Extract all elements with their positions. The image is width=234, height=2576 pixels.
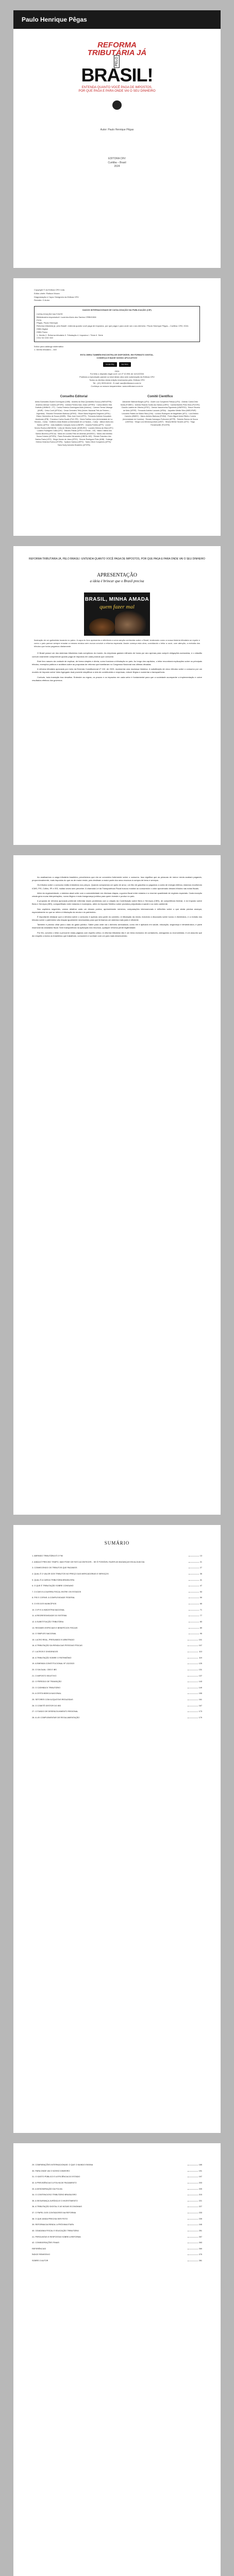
toc-item-page: 77 bbox=[199, 1615, 202, 1617]
toc-item[interactable] bbox=[32, 1627, 202, 1630]
toc-item-title: 3. CONHECENDO OS TRIBUTOS QUE PAGAMOS bbox=[32, 1567, 77, 1569]
toc-leader-dots bbox=[189, 1585, 199, 1586]
catalog-line: Pêgas, Paulo Henrique. bbox=[37, 321, 59, 325]
toc-item-title: 22. O PERÍODO DE TRANSIÇÃO bbox=[32, 1681, 62, 1683]
rights-line: Conheça os nossos lançamentos: www.editoracrv.com.br bbox=[91, 384, 143, 387]
toc-item[interactable] bbox=[32, 1675, 202, 1677]
toc-item-title: 9. O ISS DOS MUNICÍPIOS bbox=[32, 1603, 57, 1605]
toc-leader-dots bbox=[189, 1597, 199, 1598]
toc-leader-dots bbox=[188, 2218, 198, 2219]
credit-line: Revisão: O Autor bbox=[34, 299, 50, 302]
toc-item-page: 35 bbox=[199, 1572, 202, 1575]
toc-leader-dots bbox=[189, 1573, 199, 1574]
rights-line: Tel.: (41) 3039-6418 - E-mail: sac@editoracrv.com.br bbox=[93, 381, 141, 384]
intro-body bbox=[13, 652, 221, 682]
toc-item-title: 37. O PAPEL DOS CONTADORES NA REFORMA bbox=[32, 2212, 76, 2214]
toc-leader-dots bbox=[188, 2194, 198, 2195]
toc-item[interactable] bbox=[32, 1561, 202, 1564]
toc-item-title: 36. A TRIBUTAÇÃO DIGITAL E AS NOVAS ECONOMIAS bbox=[32, 2206, 82, 2208]
toc-item-title: 29. COMPARAÇÕES INTERNACIONAIS: O QUE O MUNDO ENSINA bbox=[32, 2164, 93, 2166]
toc-item[interactable] bbox=[32, 2182, 202, 2184]
toc-item[interactable] bbox=[32, 1699, 202, 1701]
toc-item-page: 59 bbox=[199, 1597, 202, 1599]
paragraph: A reforma tributária aprovada por meio da Emenda Constitucional nº 132, de 2023, representa uma mudança histórica. A substituição de cinco tributos sobre o consumo por um modelo de Imposto sobre Valor Agregado dual promete simplificar a vida de contribuintes e empresas, reduzir litígios e aumentar a transparência. bbox=[32, 668, 202, 674]
toc-item[interactable] bbox=[32, 1681, 202, 1683]
app-store-badges bbox=[34, 362, 200, 366]
toc-item-title: 1. ABRINDO TRIBUTÁRIA É O FIM bbox=[32, 1555, 63, 1557]
toc-item[interactable] bbox=[32, 2170, 202, 2173]
toc-item-page: 245 bbox=[198, 2224, 202, 2226]
cover-title-pelo: PELO bbox=[114, 55, 120, 68]
notice-line: Índice para catálogo sistemático bbox=[34, 345, 64, 348]
toc-item-page: 137 bbox=[198, 1674, 202, 1677]
catalog-line: Bibliotecária responsável: Luzenira Alves dos Santos CRB9/1506 bbox=[37, 315, 96, 318]
toc-item[interactable] bbox=[32, 1615, 202, 1617]
notice-line: ESTA OBRA TAMBÉM ENCONTRA-SE DISPONÍVEL EM FORMATO DIGITAL. bbox=[80, 353, 154, 356]
toc-leader-dots bbox=[189, 1555, 199, 1556]
toc-item-title: 40. CIDADANIA FISCAL E EDUCAÇÃO TRIBUTÁRIA bbox=[32, 2229, 79, 2232]
rights-line: Todos os direitos desta edição reservados pela: Editora CRV bbox=[89, 379, 145, 382]
toc-item[interactable] bbox=[32, 2212, 202, 2214]
toc-item-title: 11. A REGRESSIVIDADE DO SISTEMA bbox=[32, 1615, 67, 1617]
toc-item-page: 149 bbox=[198, 1686, 202, 1689]
photo-caption: Ilustração de um guitarrista tocando no palco. A capa do livro apresenta a referência a uma canção conhecida sobre o Brasil, lembrando como a nossa história tributária se repete e como o país parece sempre ensaiar a mesma música sem nunca concluir a reforma esperada. Assim começa esta obra, convidando o leitor a ouvir, com atenção, a melodia dos tributos que todos pagamos diariamente. bbox=[34, 639, 200, 648]
council-editorial-members: Aldira Guimarães Duarte Domínguez (UNB) · Andréia da Silva Quintanilha Sousa (UNIR/UFRN) · Anselmo Alencar Colares (UFOPA) · Antônio Pereira Gaio Júnior (UFRRJ) · Carlos Alberto Vilar Estêvão (UMINHO – PT) · Carlos Federico Dominguez Avila (Unieuro) · Carmen Tereza Velanga (UNIR) · Celso Conti (UFSCar) · Cesar Gerónimo Tello (Univer. Nacional Três de Febrero – Argentina) · Eduardo Fernandes Barbosa (UFMG) · Elione Maria Nogueira Diogenes (UFAL) · Elizeu Clementino de Souza (UNEB) · Élsio José Corá (UFFS) · Fernando Antônio Gonçalves Alcoforado (IPB) · Francisco Carlos Duarte (PUC-PR) · Gloria Fariñas León (Universidade de La Havana – Cuba) · Guillermo Arias Beatón (Universidade de La Havana – Cuba) · Jailson Alves dos Santos (UFRJ) · João Adalberto Campato Junior (UNESP) · Josania Portela (UFPI) · Leonel Severo Rocha (UNISINOS) · Lídia de Oliveira Xavier (UNIEURO) · Lourdes Helena da Silva (UFV) · Luciano Rodrigues Costa (UFV) · Marcelo Paixão (UFRJ e UTexas – US) · Maria Cristina dos Santos Bezerra (UFSCar) · Maria de Lourdes Pinto de Almeida (UNOESC) · Maria Lília Imbiriba Sousa Colares (UFOPA) · Paulo Romualdo Hernandes (UNIFAL-MG) · Renato Francisco dos Santos Paula (UFG) · Sérgio Nunes de Jesus (IFRO) · Simone Rodrigues Pinto (UNB) · Solange Helena Ximenes-Rocha (UFOPA) · Sydione Santos (UEPG) · Tadeu Oliver Gonçalves (UFPA) · Tania Suely Azevedo Brasileiro (UFOPA) bbox=[34, 401, 113, 447]
toc-item-title: 18. A TRIBUTAÇÃO SOBRE O PATRIMÔNIO bbox=[32, 1656, 72, 1659]
toc-leader-dots bbox=[188, 1692, 198, 1694]
paragraph: Este livro nasceu da vontade de explicar, de forma simples e direta, como funciona a tributação no país. Ao longo dos capítulos, o leitor encontrará explicações sobre os principais tributos, exemplos práticos e análises sobre as propostas de reforma que tramitaram no Congresso Nacional nas últimas décadas. bbox=[32, 659, 202, 666]
toc-item-title: 19. A EMENDA CONSTITUCIONAL Nº 132/2023 bbox=[32, 1663, 75, 1665]
toc-leader-dots bbox=[188, 2182, 198, 2183]
toc-item-title: SOBRE O AUTOR bbox=[32, 2260, 48, 2262]
toc-leader-dots bbox=[188, 2248, 198, 2249]
toc-item-page: 239 bbox=[198, 2217, 202, 2220]
catalog-line: Reforma tributária já, pelo Brasil!: entenda quanto você paga de impostos, por que paga e para onde vai o seu dinheiro / Paulo Henrique Pêgas – Curitiba: CRV, 2024. bbox=[37, 325, 189, 328]
toc-item-page: 113 bbox=[198, 1651, 202, 1653]
toc-item-title: 41. PERGUNTAS E RESPOSTAS SOBRE A REFORMA bbox=[32, 2235, 81, 2238]
photo-headline: BRASIL, MINHA AMADA bbox=[85, 597, 149, 602]
toc-leader-dots bbox=[188, 2224, 198, 2225]
toc-item-page: 53 bbox=[199, 1590, 202, 1593]
catalog-line: CDU 34 CDD 340 bbox=[37, 336, 53, 340]
toc-item-title: 12. A SUBSTITUIÇÃO TRIBUTÁRIA bbox=[32, 1620, 64, 1623]
toc-item-page: 107 bbox=[198, 1645, 202, 1647]
toc-leader-dots bbox=[188, 2200, 198, 2201]
toc-item-title: 23. O CASHBACK TRIBUTÁRIO bbox=[32, 1686, 61, 1689]
toc-list bbox=[13, 1546, 221, 1719]
toc-item-title: 33. A DESONERAÇÃO DA FOLHA bbox=[32, 2188, 62, 2190]
toc-leader-dots bbox=[188, 1669, 198, 1670]
toc-leader-dots bbox=[188, 2236, 198, 2238]
toc-item-title: 8. PIS E COFINS: A COMPLEXIDADE FEDERAL bbox=[32, 1597, 75, 1599]
toc-item-title: 38. O QUE AINDA PRECISA SER FEITO bbox=[32, 2217, 68, 2220]
toc-item-page: 281 bbox=[198, 2260, 202, 2262]
credits-block bbox=[13, 278, 221, 447]
toc-item-title: 17. LUCROS E DIVIDENDOS bbox=[32, 1651, 58, 1653]
toc-item-page: 257 bbox=[198, 2235, 202, 2238]
book-title-repeat: REFORMA TRIBUTÁRIA JÁ, PELO BRASIL!: ENTENDA QUANTO VOCÊ PAGA DE IMPOSTOS, POR QUE PAGA E PARA ONDE VAI O SEU DINHEIRO bbox=[29, 557, 205, 561]
toc-item[interactable] bbox=[32, 1669, 202, 1671]
presentation-page bbox=[13, 546, 221, 845]
toc-item[interactable] bbox=[32, 2253, 202, 2256]
toc-item-page: 21 bbox=[199, 1561, 202, 1563]
toc-item-page: 65 bbox=[199, 1603, 202, 1605]
toc-item-page: 269 bbox=[198, 2247, 202, 2250]
toc-item[interactable] bbox=[32, 1663, 202, 1665]
rights-line: 2024 bbox=[114, 369, 120, 372]
toc-item-page: 167 bbox=[198, 1704, 202, 1707]
toc-item-title: 30. PARA ONDE VAI O NOSSO DINHEIRO bbox=[32, 2170, 70, 2172]
toc-leader-dots bbox=[188, 1710, 198, 1712]
toc-item-title: 42. CONSIDERAÇÕES FINAIS bbox=[32, 2242, 59, 2244]
hand-icon bbox=[115, 611, 146, 634]
toc-list bbox=[13, 2143, 221, 2262]
cover-title-block bbox=[78, 41, 156, 110]
toc-leader-dots bbox=[188, 2230, 198, 2231]
toc-leader-dots bbox=[188, 2260, 198, 2261]
toc-item[interactable] bbox=[32, 1651, 202, 1653]
toc-leader-dots bbox=[189, 1621, 199, 1622]
toc-item-page: 209 bbox=[198, 2188, 202, 2190]
cover-subtitle: ENTENDA QUANTO VOCÊ PAGA DE IMPOSTOS, POR QUE PAGA E PARA ONDE VAI O SEU DINHEIRO bbox=[78, 86, 156, 93]
catalog-line: P376 bbox=[37, 318, 42, 321]
toc-leader-dots bbox=[188, 2253, 198, 2255]
toc-item[interactable] bbox=[32, 2206, 202, 2208]
toc-item-page: 131 bbox=[198, 1668, 202, 1671]
credits-page bbox=[13, 278, 221, 536]
toc-item-title: 2. AINDA É PRECISO TEMPO, MAS PODE DE FATO ACONTECER... SE É POSSÍVEL FAZER AS MUDANÇAS EM ALGUM DIA bbox=[32, 1561, 145, 1563]
toc-item[interactable] bbox=[32, 1705, 202, 1707]
toc-item[interactable] bbox=[32, 1591, 202, 1594]
cover-author-header: Paulo Henrique Pêgas bbox=[13, 10, 221, 29]
toc-item-title: 35. A SEGURANÇA JURÍDICA E O INVESTIMENTO bbox=[32, 2199, 78, 2202]
toc-item-page: 13 bbox=[199, 1555, 202, 1557]
toc-leader-dots bbox=[189, 1627, 199, 1629]
toc-leader-dots bbox=[188, 1699, 198, 1700]
toc-item-title: 6. O QUE É TRIBUTAÇÃO SOBRE CONSUMO bbox=[32, 1585, 74, 1587]
toc-leader-dots bbox=[189, 1567, 199, 1568]
cover-author-line: Autor: Paulo Henrique Pêgas bbox=[100, 128, 134, 132]
toc-item-page: 27 bbox=[199, 1567, 202, 1569]
toc-leader-dots bbox=[188, 1645, 198, 1646]
toc-item-title: 16. A TRIBUTAÇÃO DA RENDA DAS PESSOAS FÍSICAS bbox=[32, 1645, 82, 1647]
body-text bbox=[13, 855, 221, 938]
paragraph: O Brasil possui um dos sistemas tributários mais complexos do mundo. As empresas gastam milhares de horas por ano apenas para cumprir obrigações acessórias, e o cidadão comum raramente compreende quanto paga de impostos em cada produto que consome. bbox=[32, 652, 202, 658]
catalog-line: 1. Direito 2. Reforma tributária 3. Tributação 4. Impostos I. Título II. Série bbox=[37, 333, 103, 336]
toc-page-continued bbox=[13, 2143, 221, 2576]
toc-leader-dots bbox=[188, 1657, 198, 1658]
toc-leader-dots bbox=[188, 2188, 198, 2190]
toc-item-title: 5. QUAL É A CARGA TRIBUTÁRIA BRASILEIRA bbox=[32, 1579, 75, 1581]
guitar-photo bbox=[84, 592, 150, 636]
guitar-icon bbox=[89, 618, 115, 636]
section-title: APRESENTAÇÃO bbox=[96, 572, 138, 578]
toc-item-title: 39. REFORMA DA RENDA: A PRÓXIMA ETAPA bbox=[32, 2224, 74, 2226]
toc-item[interactable] bbox=[32, 1585, 202, 1587]
toc-item[interactable] bbox=[32, 1657, 202, 1659]
toc-item-page: 83 bbox=[199, 1620, 202, 1623]
rights-block bbox=[34, 370, 200, 388]
toc-item[interactable] bbox=[32, 2260, 202, 2262]
catalog-card bbox=[34, 306, 200, 342]
toc-item[interactable] bbox=[32, 1710, 202, 1713]
toc-leader-dots bbox=[188, 1717, 198, 1718]
google-play-badge[interactable]: Google Play bbox=[103, 362, 116, 366]
toc-item-page: 251 bbox=[198, 2229, 202, 2232]
toc-item-page: 173 bbox=[198, 1710, 202, 1713]
toc-item-title: 13. REGIMES ESPECIAIS E BENEFÍCIOS FISCAIS bbox=[32, 1626, 78, 1629]
notice-line: CONHEÇA E BAIXE NOSSO APLICATIVO! bbox=[96, 356, 138, 359]
toc-item-page: 203 bbox=[198, 2181, 202, 2184]
toc-item-page: 155 bbox=[198, 1692, 202, 1695]
toc-item[interactable] bbox=[32, 1579, 202, 1582]
toc-item-title: 28. A LEI COMPLEMENTAR DE REGULAMENTAÇÃO bbox=[32, 1716, 80, 1719]
toc-item-page: 143 bbox=[198, 1681, 202, 1683]
council-scientific-title: Comitê Científico bbox=[147, 395, 173, 399]
toc-item-page: 197 bbox=[198, 2176, 202, 2178]
toc-item[interactable] bbox=[32, 1639, 202, 1641]
toc-item-title: 31. O GASTO PÚBLICO E A EFICIÊNCIA DO ESTADO bbox=[32, 2176, 80, 2178]
toc-item[interactable] bbox=[32, 1567, 202, 1569]
toc-title: SUMÁRIO bbox=[104, 1540, 130, 1546]
toc-item-title: 15. LUCRO REAL, PRESUMIDO E ARBITRADO bbox=[32, 1638, 75, 1641]
toc-item-page: 71 bbox=[199, 1608, 202, 1611]
toc-leader-dots bbox=[188, 1681, 198, 1682]
toc-item-page: 185 bbox=[198, 2164, 202, 2166]
section-subtitle: a ideia é brincar que o Brasil precisa bbox=[90, 579, 144, 583]
body-page bbox=[13, 855, 221, 1515]
toc-leader-dots bbox=[189, 1633, 199, 1634]
toc-item-title: 25. SETORES COM ALÍQUOTAS REDUZIDAS bbox=[32, 1699, 73, 1701]
toc-leader-dots bbox=[189, 1603, 199, 1604]
toc-leader-dots bbox=[188, 2206, 198, 2207]
toc-leader-dots bbox=[188, 1651, 198, 1652]
toc-item-title: 10. O IPI E A INDÚSTRIA NACIONAL bbox=[32, 1608, 65, 1611]
app-store-badge[interactable]: App Store bbox=[119, 362, 131, 366]
credit-line: Copyright © da Editora CRV Ltda. bbox=[34, 289, 65, 291]
toc-item[interactable] bbox=[32, 2224, 202, 2226]
toc-item-page: 125 bbox=[198, 1663, 202, 1665]
cover-title-top: REFORMA TRIBUTÁRIA JÁ bbox=[87, 41, 147, 57]
paragraph: Contudo, toda transição traz desafios. Entender as regras, os prazos e os impactos em cada setor é fundamental para que a sociedade acompanhe a implementação e cobre resultados efetivos dos governos. bbox=[32, 675, 202, 682]
toc-item-title: ÍNDICE REMISSIVO bbox=[32, 2253, 51, 2256]
toc-page bbox=[13, 1525, 221, 2133]
toc-leader-dots bbox=[188, 2170, 198, 2172]
toc-item-page: 119 bbox=[198, 1656, 202, 1659]
toc-leader-dots bbox=[188, 2212, 198, 2213]
rights-line: Proibida a reprodução parcial ou total desta obra sem autorização da Editora CRV bbox=[79, 376, 155, 379]
toc-item[interactable] bbox=[32, 2230, 202, 2232]
toc-item-page: 227 bbox=[198, 2206, 202, 2208]
paragraph: A proposta de reforma aprovada pretende enfrentar esses problemas com a criação da Contribuição sobre Bens e Serviços (CBS), de competência federal, e do Imposto sobre Bens e Serviços (IBS), compartilhado entre estados e municípios, além do Imposto Seletivo sobre produtos prejudiciais à saúde e ao meio ambiente. bbox=[32, 900, 202, 906]
paragraph: Nos capítulos seguintes, vamos detalhar cada um desses pontos, apresentando números, comparações internacionais e reflexões sobre o que ainda precisa avançar, especialmente no que se refere à tributação da renda e do patrimônio. bbox=[32, 907, 202, 913]
toc-item[interactable] bbox=[32, 2194, 202, 2196]
toc-leader-dots bbox=[189, 1591, 199, 1592]
toc-item[interactable] bbox=[32, 2242, 202, 2244]
toc-item[interactable] bbox=[32, 1633, 202, 1635]
toc-item-page: 41 bbox=[199, 1579, 202, 1581]
editor-line: 2024 bbox=[114, 165, 120, 168]
toc-item-title: 7. O ICMS E A GUERRA FISCAL ENTRE OS ESTADOS bbox=[32, 1590, 81, 1593]
toc-leader-dots bbox=[189, 1615, 199, 1616]
toc-item-title: 20. O IVA DUAL: CBS E IBS bbox=[32, 1668, 57, 1671]
toc-leader-dots bbox=[189, 1609, 199, 1611]
toc-item-title: 4. QUAL É O VALOR DOS TRIBUTOS NO PREÇO DAS MERCADORIAS E SERVIÇOS bbox=[32, 1572, 109, 1575]
editor-line: Curitiba – Brasil bbox=[108, 161, 126, 164]
toc-item[interactable] bbox=[32, 2236, 202, 2239]
council-editorial bbox=[34, 395, 114, 447]
cover-page bbox=[13, 10, 221, 268]
credit-line: Editor-chefe: Railson Moura bbox=[34, 292, 60, 295]
editor-line: EDITORA CRV bbox=[108, 157, 126, 161]
toc-item-title: 26. O COMITÊ GESTOR DO IBS bbox=[32, 1704, 61, 1707]
paragraph: Por fim, convido o leitor a percorrer estas páginas com espírito crítico. A reforma tributária não é um tema exclusivo de contadores, advogados ou economistas; é um assunto que diz respeito a todos os brasileiros que trabalham, consomem e sonham com um país mais desenvolvido. bbox=[32, 931, 202, 937]
toc-item-page: 191 bbox=[198, 2170, 202, 2172]
toc-item-title: 27. O FUNDO DE DESENVOLVIMENTO REGIONAL bbox=[32, 1710, 78, 1713]
credit-line: Diagramação e Capa: Designers da Editora CRV bbox=[34, 295, 79, 298]
photo-tagline: quem fazer mal bbox=[99, 604, 135, 610]
cover-title-brasil: BRASIL! bbox=[81, 64, 153, 86]
toc-item[interactable] bbox=[32, 1597, 202, 1599]
paragraph: Também é preciso olhar para o lado do gasto público. Saber para onde vai o dinheiro arrecadado, como ele é aplicado em saúde, educação, segurança e infraestrutura, é parte essencial da cidadania fiscal. Sem transparência na aplicação dos recursos, qualquer reforma perde legitimidade. bbox=[32, 923, 202, 929]
paragraph: Além da regressividade, o sistema atual sofre com a cumulatividade em diversas etapas, a guerra fiscal entre estados e a enorme quantidade de regimes especiais. Cada exceção criada gera novas interpretações, novos litígios e mais insegurança jurídica para quem investe e produz no país. bbox=[32, 891, 202, 897]
catalog-line: CATALOGAÇÃO NA FONTE bbox=[37, 312, 63, 315]
toc-item-page: 161 bbox=[198, 1699, 202, 1701]
council-scientific bbox=[120, 395, 200, 447]
toc-item[interactable] bbox=[32, 1687, 202, 1689]
council-editorial-title: Conselho Editorial bbox=[60, 395, 88, 399]
index-notice bbox=[34, 345, 200, 359]
toc-item[interactable] bbox=[32, 1609, 202, 1612]
toc-item[interactable] bbox=[32, 1717, 202, 1719]
toc-leader-dots bbox=[188, 2176, 198, 2177]
toc-leader-dots bbox=[188, 2242, 198, 2243]
paragraph: É importante destacar que a reforma sobre o consumo é apenas uma parte do caminho. A tributação da renda, incluindo a discussão sobre lucros e dividendos, e a revisão dos tributos sobre o patrimônio são etapas igualmente necessárias para que tenhamos um sistema mais justo e eficiente. bbox=[32, 915, 202, 922]
council-scientific-members: Alexandre Walmott Borges (UFU) · André Luiz Gonçalves Feitosa (UFU) · Antônio Carlos Diniz Murta (FUMEC) · Antônio Ricardo Surita dos Santos (UERJ) · Camila Barreto Pinto Silva (PUC/RJ) · Claudio Ladeira de Oliveira (UFSC) · Denise Vasconcelos Figueiredo (UNIFESO) · Edson Teixeira de Melo (UFRR) · Fernando Antônio Lazzarin (UFBA) · Jaqueline Mielke Silva (IMED/FMP) · Leonardo Rabelo de Matos Silva (UVA) · Luciano Rodrigues de Magalhães (UFV) · Luis Antônio Carneiro (IBMEC) · Marco Antônio Barbosa (FDSM) · Pedro Miguel Alves Ribeiro Correia (Universidade de Coimbra) · Renata Camargos Poltronieri (UFPR) · Roberto Ramos de Souza (UNITAU) · Sérgio Luís Mendonça Alves (UNIT) · Silvana Beline Tavares (UFG) · Tiago Fensterseifer (PUC/RS) bbox=[120, 401, 200, 426]
toc-item-title: 21. O IMPOSTO SELETIVO bbox=[32, 1674, 57, 1677]
toc-leader-dots bbox=[188, 1687, 198, 1688]
toc-leader-dots bbox=[188, 1705, 198, 1706]
paragraph: Ao analisarmos a carga tributária brasileira, percebemos que ela se concentra fortemente sobre o consumo. Isso significa que as pessoas de menor renda acabam pagando, proporcionalmente, mais impostos do que as de maior renda, pois destinam a maior parte dos seus recursos à compra de bens e serviços. bbox=[32, 876, 202, 882]
toc-item-page: 215 bbox=[198, 2194, 202, 2196]
toc-item[interactable] bbox=[32, 1555, 202, 1557]
notice-line: 1. Direito tributário – 340 bbox=[34, 348, 57, 351]
toc-item[interactable] bbox=[32, 1621, 202, 1623]
toc-item-title: 24. A CESTA BÁSICA NACIONAL bbox=[32, 1692, 61, 1695]
catalog-title: DADOS INTERNACIONAIS DE CATALOGAÇÃO NA PUBLICAÇÃO (CIP) bbox=[82, 309, 152, 312]
paragraph: Os tributos sobre o consumo estão embutidos nos preços. Quando compramos um quilo de arroz, um litro de gasolina ou pagamos a conta de energia elétrica, estamos recolhendo ICMS, PIS, Cofins, IPI e ISS, muitas vezes sem perceber. A chamada Lei da Transparência Fiscal buscou mostrar ao consumidor o valor aproximado desses tributos nas notas fiscais. bbox=[32, 884, 202, 890]
toc-item[interactable] bbox=[32, 2200, 202, 2202]
cover-publisher-info bbox=[13, 157, 221, 169]
toc-item[interactable] bbox=[32, 1573, 202, 1575]
toc-item-page: 275 bbox=[198, 2253, 202, 2256]
toc-item-page: 179 bbox=[198, 1716, 202, 1719]
toc-item[interactable] bbox=[32, 2188, 202, 2191]
toc-leader-dots bbox=[189, 1561, 199, 1563]
toc-item-title: 32. A PREVIDÊNCIA E A FOLHA DE PAGAMENTO bbox=[32, 2181, 77, 2184]
toc-item-title: REFERÊNCIAS bbox=[32, 2247, 46, 2250]
toc-item-title: 14. O SIMPLES NACIONAL bbox=[32, 1633, 57, 1635]
toc-item[interactable] bbox=[32, 1645, 202, 1647]
toc-leader-dots bbox=[188, 1663, 198, 1664]
toc-item-page: 95 bbox=[199, 1633, 202, 1635]
toc-item-page: 221 bbox=[198, 2199, 202, 2202]
toc-item[interactable] bbox=[32, 2218, 202, 2221]
toc-leader-dots bbox=[188, 1675, 198, 1676]
toc-leader-dots bbox=[188, 1639, 198, 1640]
catalog-line: ISBN Físico bbox=[37, 330, 48, 333]
toc-item[interactable] bbox=[32, 2248, 202, 2250]
toc-leader-dots bbox=[189, 1579, 199, 1581]
toc-item[interactable] bbox=[32, 2176, 202, 2178]
toc-leader-dots bbox=[188, 2164, 198, 2165]
toc-item-title: 34. O CONTENCIOSO TRIBUTÁRIO BRASILEIRO bbox=[32, 2194, 77, 2196]
publisher-logo-icon bbox=[112, 100, 122, 110]
rights-line: Foi feito o depósito legal conf. Lei nº 10.994 de 14/12/2004 bbox=[90, 372, 144, 376]
toc-item[interactable] bbox=[32, 1692, 202, 1695]
toc-item-page: 101 bbox=[198, 1638, 202, 1641]
toc-item-page: 263 bbox=[198, 2242, 202, 2244]
toc-item-page: 89 bbox=[199, 1626, 202, 1629]
catalog-line: ISBN Digital bbox=[37, 327, 48, 330]
toc-item-page: 47 bbox=[199, 1585, 202, 1587]
toc-item-page: 233 bbox=[198, 2212, 202, 2214]
toc-item[interactable] bbox=[32, 1603, 202, 1605]
councils bbox=[34, 395, 200, 447]
toc-item[interactable] bbox=[32, 2164, 202, 2166]
